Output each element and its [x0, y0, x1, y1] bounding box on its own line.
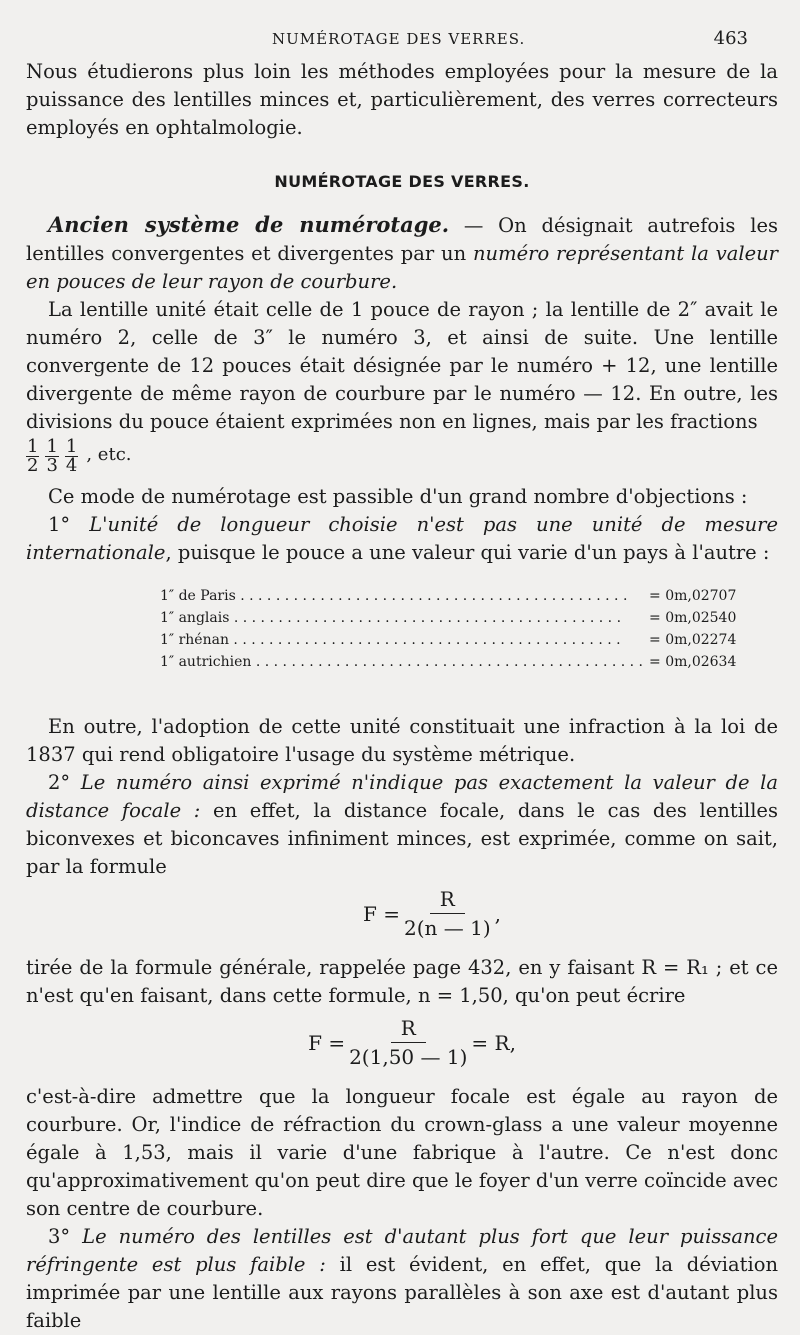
fraction-half: $\frac{1}{2}$ — [27, 436, 39, 476]
formula-fraction — [349, 1016, 467, 1069]
unit-label: 1″ anglais . . . . . . . . . . . . . . . . . . . . . . . . . . . . . . . . . . . . . . . . . . . . — [160, 610, 622, 626]
formula-tail: , — [494, 901, 501, 926]
formula-lhs: F = — [308, 1030, 346, 1055]
paragraph-objections: Ce mode de numérotage est passible d'un grand nombre d'objections : — [48, 485, 748, 508]
running-header — [0, 28, 800, 52]
intro-paragraph: Nous étudierons plus loin les méthodes employées pour la mesure de la puissance des lentilles minces et, particulièrement, des verres correcteurs employés en ophtalmologie. — [26, 60, 778, 139]
paragraph-text: — On désignait autrefois les lentilles convergentes et divergentes par un — [26, 214, 778, 265]
table-row — [160, 607, 736, 629]
objection-2-italic: Le numéro ainsi exprimé n'indique pas exactement la valeur de la distance focale : — [26, 771, 778, 822]
unit-label: 1″ autrichien . . . . . . . . . . . . . . . . . . . . . . . . . . . . . . . . . . . . . . . . . . . . — [160, 654, 644, 670]
fraction-quarter: $\frac{1}{4}$ — [65, 436, 78, 476]
fraction-third: $\frac{1}{3}$ — [46, 436, 58, 476]
page-body — [26, 58, 778, 1335]
formula-focal-length — [86, 887, 778, 940]
table-row — [160, 585, 736, 607]
unit-label: 1″ rhénan . . . . . . . . . . . . . . . . . . . . . . . . . . . . . . . . . . . . . . . . . . . . — [160, 632, 621, 648]
formula-fraction — [404, 887, 491, 940]
paragraph-lentille-unite: La lentille unité était celle de 1 pouce de rayon ; la lentille de 2″ avait le numéro 2, celle de 3″ le numéro 3, et ainsi de suite. Une lentille convergente de 12 pouces était désignée par le numéro + 12, une lentille divergente de même rayon de courbure par le numéro — 12. En outre, les divisions du pouce étaient exprimées non en lignes, mais par les fractions — [26, 298, 778, 433]
running-title: NUMÉROTAGE DES VERRES. — [272, 30, 526, 48]
paragraph-loi-1837: En outre, l'adoption de cette unité constituait une infraction à la loi de 1837 qui rend obligatoire l'usage du système métrique. — [26, 715, 778, 766]
unit-value: = 0m,02634 — [649, 654, 737, 670]
units-table — [160, 585, 736, 673]
fractions-line — [26, 438, 778, 475]
paragraph-objection-1: 1° L'unité de longueur choisie n'est pas une unité de mesure internationale, puisque le pouce a une valeur qui varie d'un pays à l'autre : — [26, 513, 779, 564]
unit-value: = 0m,02707 — [649, 588, 737, 604]
section-title: NUMÉROTAGE DES VERRES. — [274, 172, 530, 191]
paragraph-crown-glass: c'est-à-dire admettre que la longueur focale est égale au rayon de courbure. Or, l'indice de réfraction du crown-glass a une valeur moyenne égale à 1,53, mais il varie d'une fabrique à l'autre. Ce n'est donc qu'approximativement qu'on peut dire que le foyer d'un verre coïncide avec son centre de courbure. — [26, 1085, 778, 1220]
paragraph-objection-2: 2° Le numéro ainsi exprimé n'indique pas exactement la valeur de la distance focale : en effet, la distance focale, dans le cas des lentilles biconvexes et biconcaves infiniment minces, est exprimée, comme on sait, par la formule — [26, 771, 778, 878]
formula-focal-equals-radius — [46, 1016, 778, 1069]
table-row — [160, 651, 736, 673]
objection-3-italic: Le numéro des lentilles est d'autant plus fort que leur puissance réfringente est plus faible : — [26, 1225, 778, 1276]
unit-label: 1″ de Paris . . . . . . . . . . . . . . . . . . . . . . . . . . . . . . . . . . . . . . . . . . . . — [160, 588, 628, 604]
formula-denominator: 2(n — 1) — [403, 916, 491, 940]
unit-value: = 0m,02540 — [649, 610, 737, 626]
formula-numerator: R — [391, 1016, 426, 1043]
formula-lhs: F = — [362, 901, 400, 926]
paragraph-ancien-systeme — [26, 211, 778, 296]
paragraph-italic: numéro représentant la valeur en pouces de leur rayon de courbure. — [26, 242, 779, 293]
formula-numerator: R — [430, 887, 465, 914]
table-row — [160, 629, 736, 651]
page-number: 463 — [713, 28, 748, 49]
formula-denominator: 2(1,50 — 1) — [349, 1045, 468, 1069]
formula-tail: = R, — [471, 1030, 516, 1055]
objection-1-italic: L'unité de longueur choisie n'est pas une unité de mesure internationale — [26, 513, 779, 564]
paragraph-formule-generale: tirée de la formule générale, rappelée page 432, en y faisant R = R₁ ; et ce n'est qu'en faisant, dans cette formule, n = 1,50, qu'on peut écrire — [26, 956, 778, 1007]
fractions-etc: , etc. — [86, 444, 132, 465]
subsection-heading: Ancien système de numérotage. — [48, 212, 450, 237]
paragraph-objection-3: 3° Le numéro des lentilles est d'autant plus fort que leur puissance réfringente est plus faible : il est évident, en effet, que la déviation imprimée par une lentille aux rayons parallèles à son axe est d'autant plus faible — [26, 1225, 779, 1332]
unit-value: = 0m,02274 — [649, 632, 737, 648]
